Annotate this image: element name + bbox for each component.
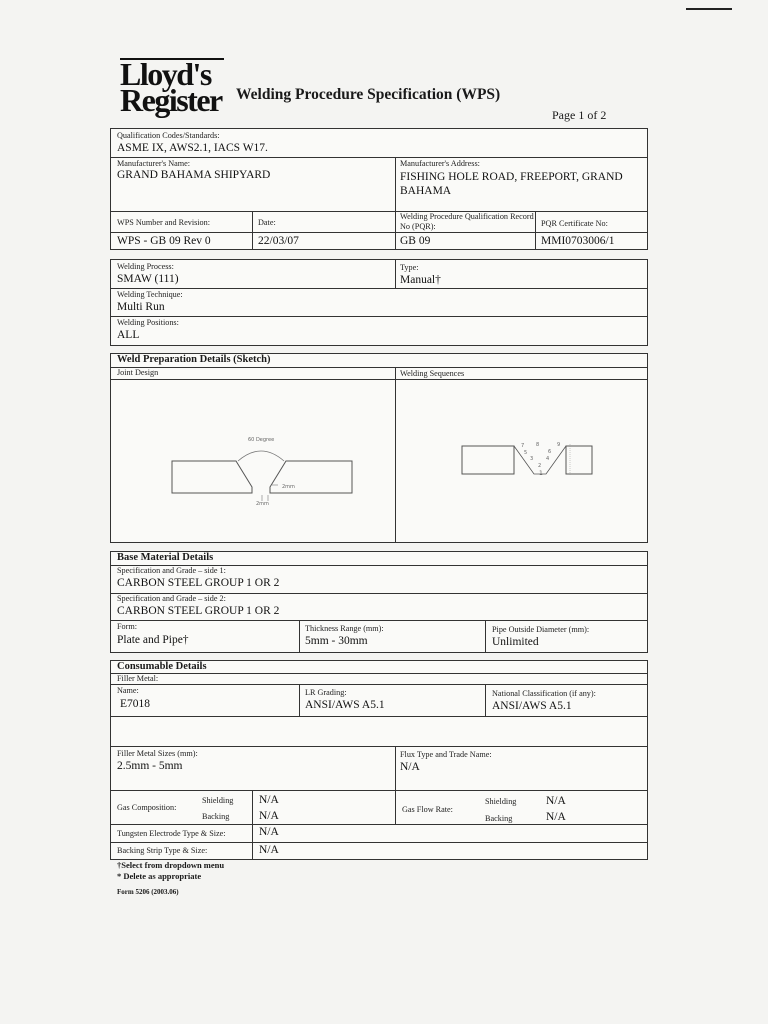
footnote-delete: * Delete as appropriate	[117, 871, 202, 881]
gas-backing-label: Backing	[202, 812, 230, 821]
pipe-od-label: Pipe Outside Diameter (mm):	[492, 625, 590, 634]
form-label: Form:	[117, 622, 138, 631]
gas-backing-value: N/A	[259, 810, 279, 822]
national-class-value: ANSI/AWS A5.1	[492, 700, 572, 712]
welding-process-value: SMAW (111)	[117, 273, 179, 285]
side2-value: CARBON STEEL GROUP 1 OR 2	[117, 605, 280, 617]
filler-sizes-label: Filler Metal Sizes (mm):	[117, 749, 198, 758]
name-value: E7018	[120, 698, 151, 710]
weld-prep-title: Weld Preparation Details (Sketch)	[117, 354, 271, 365]
seq-bead-4: 4	[546, 456, 550, 462]
flux-value: N/A	[400, 761, 420, 773]
seq-bead-1: 1	[539, 470, 543, 477]
pqr-cert-value: MMI0703006/1	[541, 235, 615, 247]
sketch-angle-label: 60 Degree	[248, 437, 275, 443]
flow-shielding-value: N/A	[546, 795, 566, 807]
consumable-title: Consumable Details	[117, 661, 207, 672]
flux-label: Flux Type and Trade Name:	[400, 750, 492, 759]
welding-technique-label: Welding Technique:	[117, 290, 183, 299]
welding-positions-label: Welding Positions:	[117, 318, 179, 327]
joint-design-label: Joint Design	[117, 368, 159, 377]
flow-backing-label: Backing	[485, 814, 513, 823]
welding-process-box	[110, 259, 648, 346]
gas-shielding-value: N/A	[259, 794, 279, 806]
welding-positions-value: ALL	[117, 329, 140, 341]
form-value: Plate and Pipe†	[117, 634, 189, 646]
welding-sequence-sketch	[458, 436, 598, 486]
backing-strip-value: N/A	[259, 844, 279, 856]
seq-bead-9: 9	[557, 442, 561, 448]
wps-number-label: WPS Number and Revision:	[117, 218, 211, 227]
joint-angle-arc	[238, 451, 284, 461]
joint-left-plate	[172, 461, 252, 493]
tungsten-value: N/A	[259, 826, 279, 838]
name-label: Name:	[117, 686, 139, 695]
seq-bead-6: 6	[548, 449, 552, 455]
flow-shielding-label: Shielding	[485, 797, 517, 806]
seq-bead-5: 5	[524, 450, 528, 456]
sketch-gap-label: 2mm	[282, 484, 295, 490]
tungsten-label: Tungsten Electrode Type & Size:	[117, 829, 226, 838]
sequence-plate-left	[462, 446, 514, 474]
filler-sizes-value: 2.5mm - 5mm	[117, 760, 183, 772]
type-label: Type:	[400, 263, 419, 272]
backing-strip-label: Backing Strip Type & Size:	[117, 846, 208, 855]
date-value: 22/03/07	[258, 235, 299, 247]
manufacturer-address-value: FISHING HOLE ROAD, FREEPORT, GRAND BAHAMA	[400, 171, 623, 197]
type-value: Manual†	[400, 274, 441, 286]
wps-number-value: WPS - GB 09 Rev 0	[117, 235, 211, 247]
document-title: Welding Procedure Specification (WPS)	[236, 86, 501, 103]
page-number: Page 1 of 2	[552, 108, 607, 122]
pqr-value: GB 09	[400, 235, 431, 247]
manufacturer-name-label: Manufacturer's Name:	[117, 159, 191, 168]
lloyds-register-logo	[120, 56, 228, 118]
pqr-label: Welding Procedure Qualification Record No (PQR):	[400, 212, 534, 231]
gas-flow-label: Gas Flow Rate:	[402, 805, 453, 814]
welding-sequences-label: Welding Sequences	[400, 369, 465, 378]
pqr-cert-label: PQR Certificate No:	[541, 219, 608, 228]
base-material-title: Base Material Details	[117, 552, 214, 563]
seq-bead-7: 7	[521, 443, 525, 449]
gas-composition-label: Gas Composition:	[117, 803, 177, 812]
lr-grading-label: LR Grading:	[305, 688, 347, 697]
form-number: Form 5206 (2003.06)	[117, 888, 179, 896]
logo-line2: Register	[120, 82, 222, 118]
seq-bead-3: 3	[530, 456, 534, 462]
qual-codes-label: Qualification Codes/Standards:	[117, 131, 220, 140]
footnote-dropdown: †Select from dropdown menu	[117, 860, 225, 870]
seq-bead-2: 2	[538, 463, 542, 469]
qual-codes-value: ASME IX, AWS2.1, IACS W17.	[117, 142, 268, 154]
corner-mark	[686, 8, 732, 10]
manufacturer-address-label: Manufacturer's Address:	[400, 159, 480, 168]
logo-line1: Lloyd's	[120, 56, 211, 92]
welding-technique-value: Multi Run	[117, 301, 165, 313]
side1-value: CARBON STEEL GROUP 1 OR 2	[117, 577, 280, 589]
side1-label: Specification and Grade – side 1:	[117, 566, 226, 575]
flow-backing-value: N/A	[546, 811, 566, 823]
filler-metal-label: Filler Metal:	[117, 674, 159, 683]
date-label: Date:	[258, 218, 276, 227]
pipe-od-value: Unlimited	[492, 636, 539, 648]
welding-process-label: Welding Process:	[117, 262, 174, 271]
thickness-value: 5mm - 30mm	[305, 635, 368, 647]
gas-shielding-label: Shielding	[202, 796, 234, 805]
sketch-root-label: 2mm	[256, 501, 269, 507]
seq-bead-8: 8	[536, 442, 540, 448]
side2-label: Specification and Grade – side 2:	[117, 594, 226, 603]
national-class-label: National Classification (if any):	[492, 689, 596, 698]
lr-grading-value: ANSI/AWS A5.1	[305, 699, 385, 711]
thickness-label: Thickness Range (mm):	[305, 624, 384, 633]
manufacturer-name-value: GRAND BAHAMA SHIPYARD	[117, 169, 271, 181]
